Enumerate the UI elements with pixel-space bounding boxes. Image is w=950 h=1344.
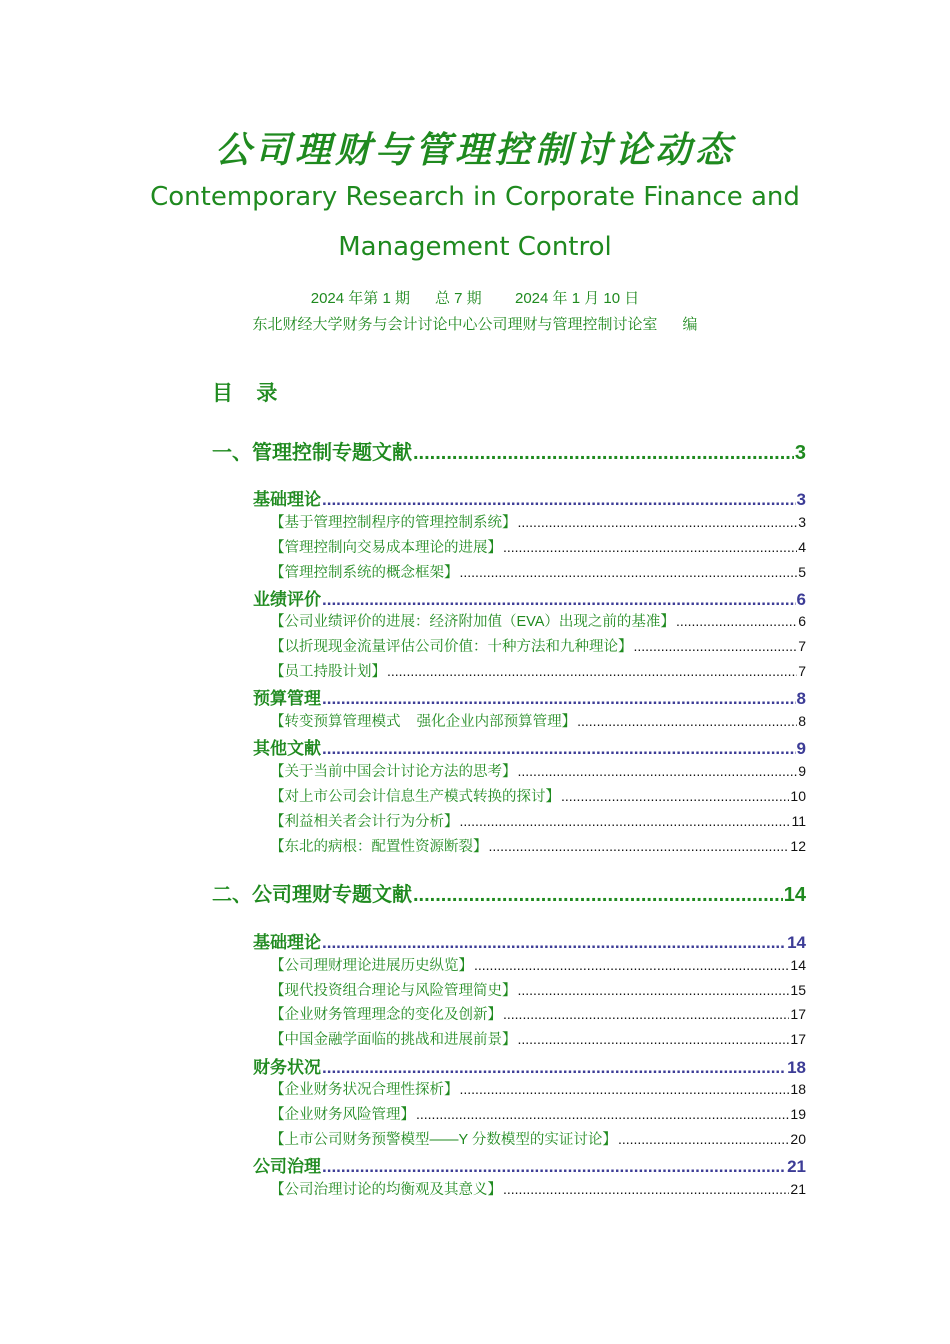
- toc-page: 15: [790, 982, 806, 998]
- toc-page: 7: [798, 663, 806, 679]
- toc-page: 18: [790, 1081, 806, 1097]
- toc-item-label: 【企业财务管理理念的变化及创新】: [270, 1007, 502, 1023]
- toc-section-label: 公司治理: [253, 1157, 321, 1176]
- toc-page: 19: [790, 1106, 806, 1122]
- leader-dots: [322, 739, 796, 759]
- leader-dots: [460, 1081, 790, 1097]
- toc-item[interactable]: [270, 1028, 806, 1049]
- toc-item-label: 【管理控制系统的概念框架】: [270, 565, 459, 581]
- toc-item-label: 【对上市公司会计信息生产模式转换的探讨】: [270, 789, 560, 805]
- editor-line: 东北财经大学财务与会计讨论中心公司理财与管理控制讨论室 编: [252, 316, 698, 333]
- leader-dots: [518, 982, 790, 998]
- toc-item[interactable]: [270, 1128, 806, 1149]
- toc-page: 6: [798, 613, 806, 629]
- toc-item[interactable]: [270, 760, 806, 781]
- toc-page: 17: [790, 1006, 806, 1022]
- toc-item[interactable]: [270, 710, 806, 731]
- toc-item[interactable]: [270, 1103, 806, 1124]
- toc-section[interactable]: [253, 585, 806, 610]
- toc-item-label: 【企业财务风险管理】: [270, 1107, 415, 1123]
- leader-dots: [474, 957, 789, 973]
- toc-item[interactable]: [270, 1003, 806, 1024]
- document-title-cn: 公司理财与管理控制讨论动态: [214, 129, 735, 171]
- leader-dots: [322, 1157, 786, 1177]
- toc-part-1[interactable]: [212, 436, 806, 465]
- toc-page: 5: [798, 564, 806, 580]
- toc-item[interactable]: [270, 835, 806, 856]
- toc-page: 21: [787, 1157, 806, 1176]
- leader-dots: [618, 1131, 789, 1147]
- toc-section-label: 预算管理: [253, 689, 321, 708]
- leader-dots: [413, 884, 783, 907]
- leader-dots: [413, 442, 794, 465]
- toc-item-label: 【转变预算管理模式 强化企业内部预算管理】: [270, 714, 577, 730]
- toc-item[interactable]: [270, 635, 806, 656]
- toc-section-label: 基础理论: [253, 933, 321, 952]
- toc-page: 10: [790, 788, 806, 804]
- leader-dots: [503, 1006, 789, 1022]
- toc-item-label: 【东北的病根：配置性资源断裂】: [270, 839, 488, 855]
- toc-page: 12: [790, 838, 806, 854]
- toc-item-label: 【公司业绩评价的进展：经济附加值（EVA）出现之前的基准】: [270, 614, 675, 630]
- toc-item[interactable]: [270, 561, 806, 582]
- toc-page: 21: [790, 1181, 806, 1197]
- toc-section-label: 财务状况: [253, 1058, 321, 1077]
- leader-dots: [518, 763, 798, 779]
- leader-dots: [322, 1058, 786, 1078]
- leader-dots: [322, 689, 796, 709]
- leader-dots: [561, 788, 789, 804]
- toc-item[interactable]: [270, 1078, 806, 1099]
- document-title-en-line1: Contemporary Research in Corporate Finance and: [150, 182, 800, 212]
- toc-section[interactable]: [253, 1053, 806, 1078]
- toc-section-label: 基础理论: [253, 490, 321, 509]
- leader-dots: [489, 838, 790, 854]
- document-title-en-line2: Management Control: [338, 232, 612, 262]
- toc-item-label: 【上市公司财务预警模型——Y 分数模型的实证讨论】: [270, 1132, 617, 1148]
- toc-item[interactable]: [270, 954, 806, 975]
- toc-part-label: 一、管理控制专题文献: [212, 442, 412, 464]
- toc-section-label: 业绩评价: [253, 590, 321, 609]
- leader-dots: [518, 1031, 790, 1047]
- toc-section[interactable]: [253, 928, 806, 953]
- toc-page: 14: [783, 884, 806, 906]
- toc-item[interactable]: [270, 511, 806, 532]
- toc-page: 9: [798, 763, 806, 779]
- leader-dots: [416, 1106, 789, 1122]
- leader-dots: [460, 564, 798, 580]
- toc-page: 8: [798, 713, 806, 729]
- toc-page: 20: [790, 1131, 806, 1147]
- toc-page: 17: [790, 1031, 806, 1047]
- toc-page: 14: [790, 957, 806, 973]
- toc-page: 4: [798, 539, 806, 555]
- toc-item-label: 【管理控制向交易成本理论的进展】: [270, 540, 502, 556]
- toc-page: 6: [796, 590, 806, 609]
- leader-dots: [460, 813, 791, 829]
- toc-page: 7: [798, 638, 806, 654]
- toc-section[interactable]: [253, 485, 806, 510]
- toc-item-label: 【以折现现金流量评估公司价值：十种方法和九种理论】: [270, 639, 633, 655]
- toc-item-label: 【企业财务状况合理性探析】: [270, 1082, 459, 1098]
- leader-dots: [676, 613, 797, 629]
- leader-dots: [322, 490, 796, 510]
- toc-item[interactable]: [270, 810, 806, 831]
- toc-section[interactable]: [253, 1152, 806, 1177]
- toc-item[interactable]: [270, 1178, 806, 1199]
- toc-item-label: 【关于当前中国会计讨论方法的思考】: [270, 764, 517, 780]
- toc-part-2[interactable]: [212, 878, 806, 907]
- toc-item-label: 【公司理财理论进展历史纵览】: [270, 958, 473, 974]
- toc-item-label: 【基于管理控制程序的管理控制系统】: [270, 515, 517, 531]
- toc-page: 9: [796, 739, 806, 758]
- leader-dots: [322, 590, 796, 610]
- leader-dots: [634, 638, 798, 654]
- toc-page: 14: [787, 933, 806, 952]
- toc-section[interactable]: [253, 734, 806, 759]
- issue-line: 2024 年第 1 期 总 7 期 2024 年 1 月 10 日: [310, 290, 640, 307]
- toc-part-label: 二、公司理财专题文献: [212, 884, 412, 906]
- toc-page: 8: [796, 689, 806, 708]
- toc-item-label: 【公司治理讨论的均衡观及其意义】: [270, 1182, 502, 1198]
- toc-item[interactable]: [270, 610, 806, 631]
- leader-dots: [322, 933, 786, 953]
- toc-section-label: 其他文献: [253, 739, 321, 758]
- toc-section[interactable]: [253, 684, 806, 709]
- toc-page: 3: [796, 490, 806, 509]
- toc-item[interactable]: [270, 979, 806, 1000]
- toc-item-label: 【现代投资组合理论与风险管理简史】: [270, 983, 517, 999]
- toc-item[interactable]: [270, 660, 806, 681]
- leader-dots: [503, 1181, 789, 1197]
- toc-item[interactable]: [270, 536, 806, 557]
- leader-dots: [577, 713, 797, 729]
- toc-item[interactable]: [270, 785, 806, 806]
- toc-page: 3: [794, 442, 806, 464]
- toc-item-label: 【员工持股计划】: [270, 664, 386, 680]
- toc-heading: 目 录: [212, 382, 278, 405]
- toc-item-label: 【利益相关者会计行为分析】: [270, 814, 459, 830]
- leader-dots: [518, 514, 798, 530]
- toc-page: 11: [791, 813, 806, 829]
- leader-dots: [387, 663, 797, 679]
- toc-item-label: 【中国金融学面临的挑战和进展前景】: [270, 1032, 517, 1048]
- toc-page: 3: [798, 514, 806, 530]
- toc-page: 18: [787, 1058, 806, 1077]
- leader-dots: [503, 539, 797, 555]
